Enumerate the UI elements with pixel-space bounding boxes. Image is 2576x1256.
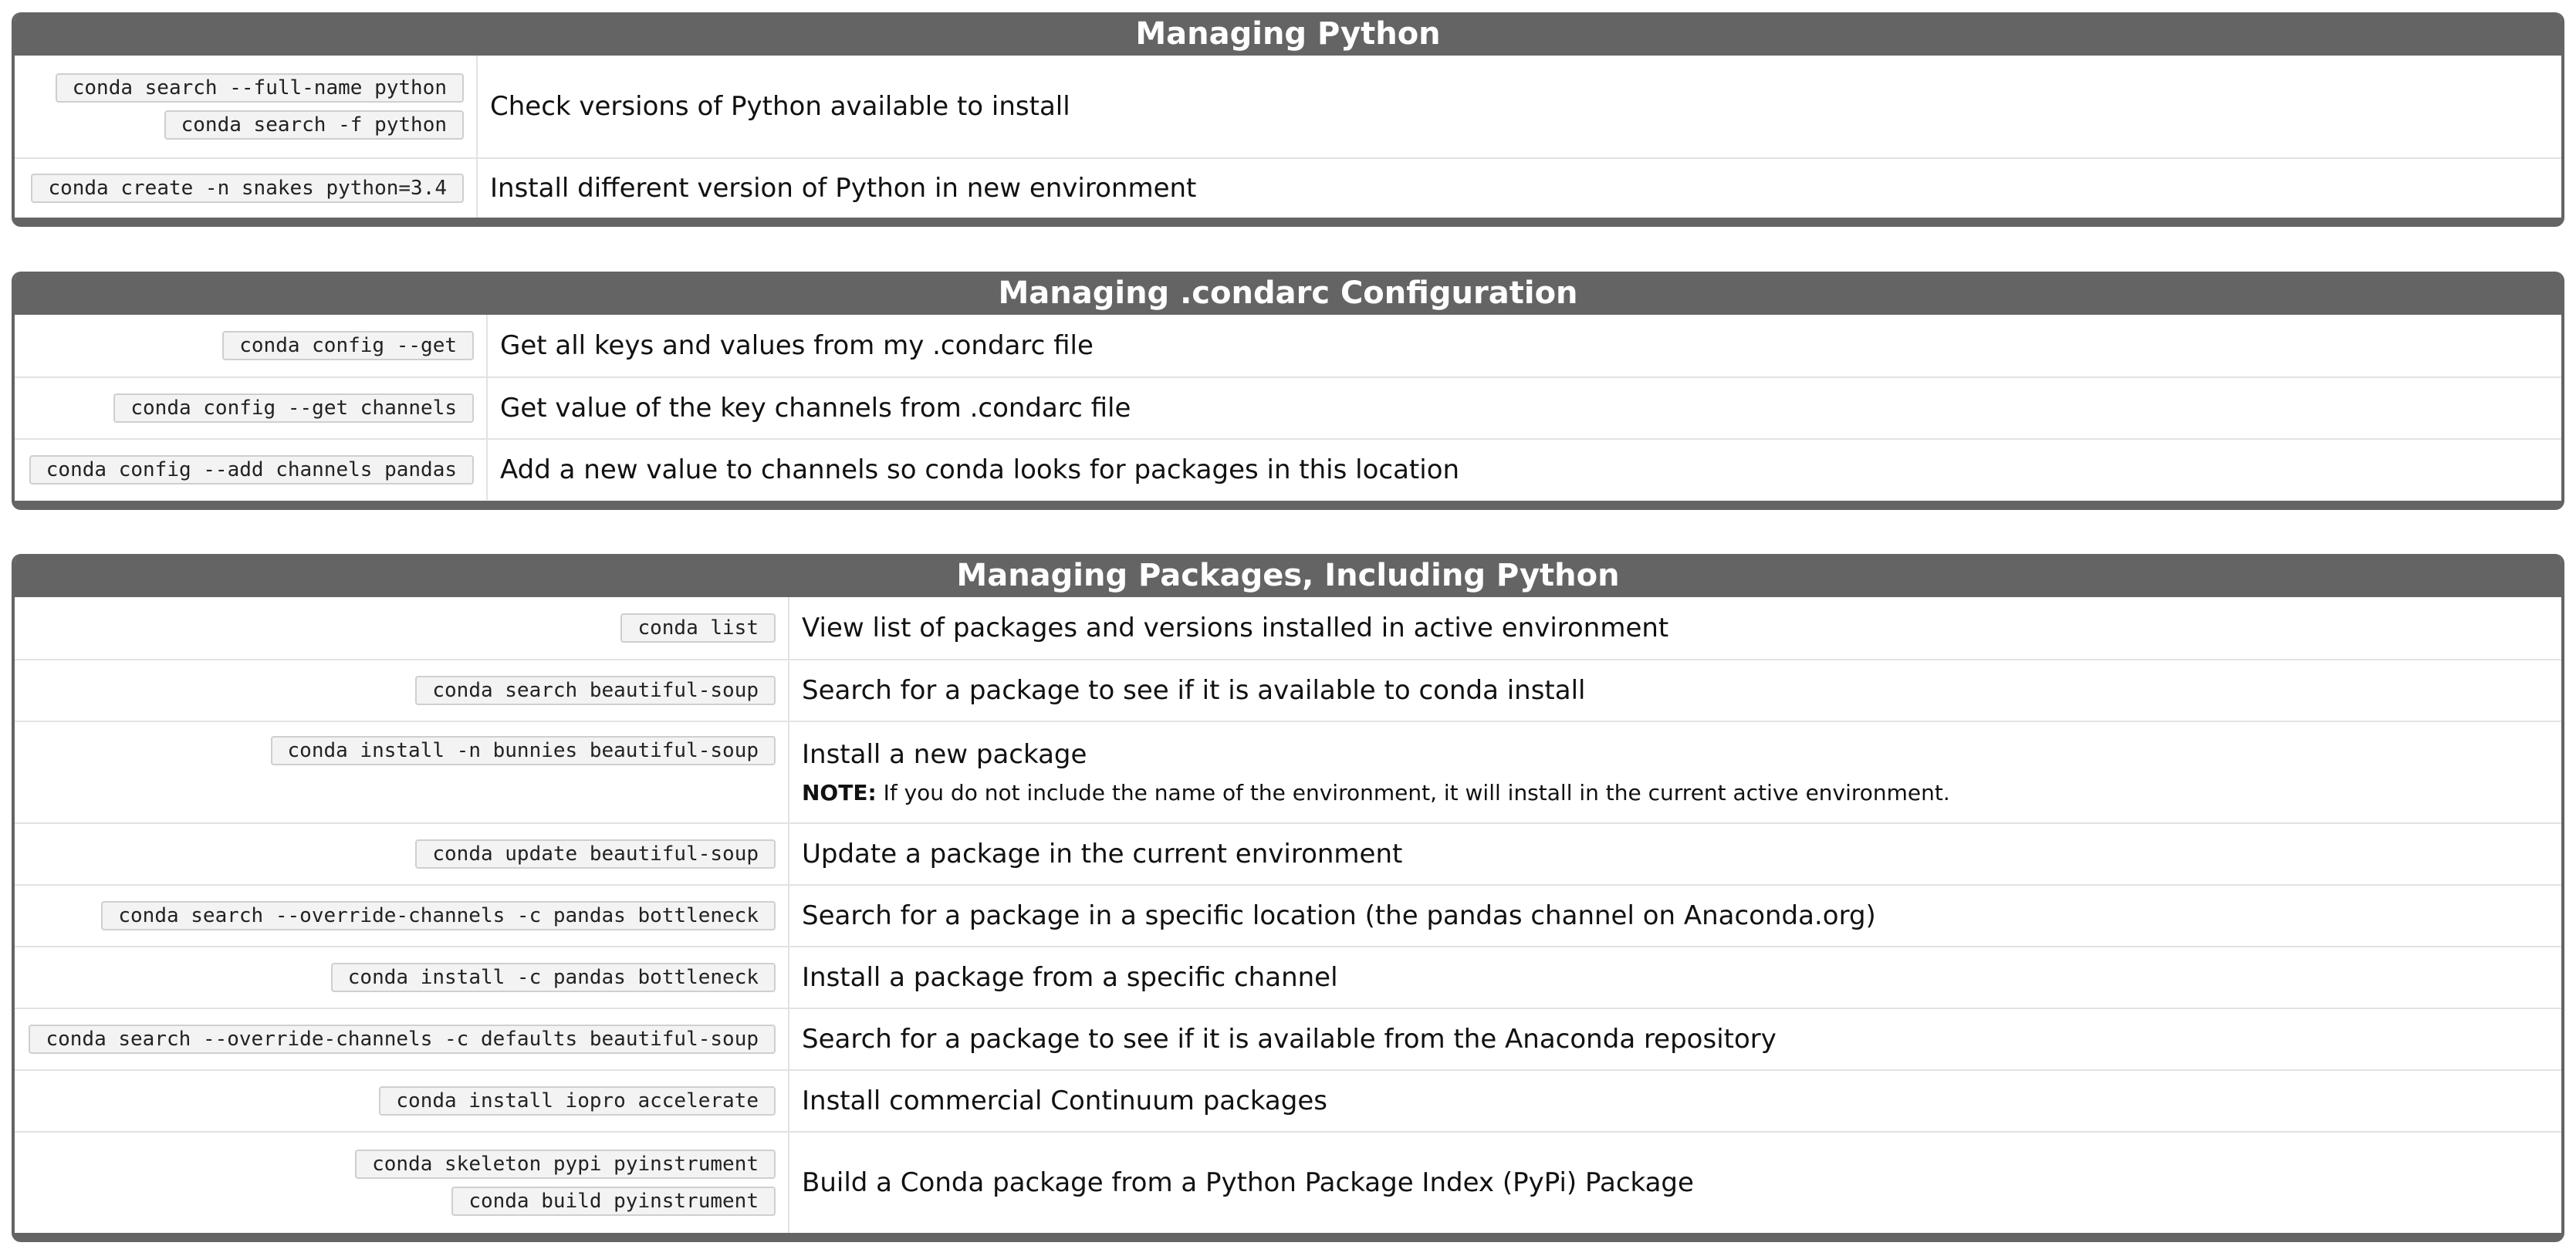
command-cell [15, 1009, 789, 1069]
command-cell [15, 886, 789, 946]
row-description: Update a package in the current environment [802, 839, 1403, 869]
command-code[interactable]: conda install iopro accelerate [379, 1086, 776, 1116]
table-row [15, 884, 2561, 946]
row-description: Search for a package to see if it is available to conda install [802, 675, 1586, 706]
table-row [15, 1008, 2561, 1069]
command-cell [15, 824, 789, 884]
command-code[interactable]: conda list [620, 613, 776, 643]
command-cell [15, 56, 478, 157]
command-cell [15, 1133, 789, 1233]
row-description: Get value of the key channels from .condarc file [500, 393, 1131, 424]
row-description: Install a package from a specific channel [802, 962, 1338, 993]
row-description: View list of packages and versions installed in active environment [802, 613, 1669, 643]
description-cell [789, 660, 2561, 721]
command-cell [15, 378, 488, 438]
description-cell [488, 378, 2561, 438]
row-note [802, 779, 2549, 807]
table-row [15, 822, 2561, 884]
row-description: Search for a package in a specific location (the pandas channel on Anaconda.org) [802, 900, 1876, 931]
command-cell [15, 440, 488, 500]
command-code[interactable]: conda search -f python [164, 110, 464, 140]
description-cell [488, 315, 2561, 376]
section-title: Managing .condarc Configuration [15, 272, 2561, 315]
table-row [15, 315, 2561, 376]
command-cell [15, 722, 789, 822]
description-cell [478, 159, 2561, 218]
row-description: Get all keys and values from my .condarc file [500, 330, 1094, 361]
row-description: Build a Conda package from a Python Package Index (PyPi) Package [802, 1167, 1694, 1198]
description-cell [478, 56, 2561, 157]
description-cell [789, 1009, 2561, 1069]
section-title: Managing Python [15, 12, 2561, 56]
table-row [15, 56, 2561, 157]
row-description: Install commercial Continuum packages [802, 1085, 1327, 1116]
command-cell [15, 660, 789, 721]
section-managing-python [12, 12, 2564, 227]
row-description: Check versions of Python available to install [490, 91, 1070, 122]
table-row [15, 946, 2561, 1008]
command-cell [15, 947, 789, 1008]
command-code[interactable]: conda search --override-channels -c defaults beautiful-soup [29, 1025, 776, 1054]
section-title: Managing Packages, Including Python [15, 554, 2561, 597]
command-code[interactable]: conda update beautiful-soup [415, 839, 776, 869]
command-code[interactable]: conda skeleton pypi pyinstrument [355, 1150, 776, 1179]
description-cell [789, 597, 2561, 659]
description-cell [789, 1133, 2561, 1233]
table-row [15, 659, 2561, 721]
command-code[interactable]: conda install -n bunnies beautiful-soup [271, 736, 776, 765]
command-cell [15, 315, 488, 376]
command-code[interactable]: conda search --full-name python [56, 73, 464, 103]
command-code[interactable]: conda build pyinstrument [451, 1187, 776, 1216]
command-code[interactable]: conda search --override-channels -c pandas bottleneck [101, 901, 776, 930]
command-code[interactable]: conda create -n snakes python=3.4 [31, 174, 464, 203]
description-cell [789, 722, 2561, 822]
table-row [15, 721, 2561, 822]
command-code[interactable]: conda install -c pandas bottleneck [331, 963, 776, 992]
description-cell [789, 947, 2561, 1008]
table-row [15, 438, 2561, 500]
command-cell [15, 1071, 789, 1131]
table-row [15, 1069, 2561, 1131]
command-code[interactable]: conda search beautiful-soup [415, 676, 776, 705]
command-cell [15, 597, 789, 659]
table-row [15, 1131, 2561, 1233]
table-row [15, 376, 2561, 438]
description-cell [789, 824, 2561, 884]
description-cell [789, 886, 2561, 946]
table-row [15, 597, 2561, 659]
command-code[interactable]: conda config --get [222, 331, 474, 360]
command-code[interactable]: conda config --get channels [113, 393, 474, 423]
description-cell [789, 1071, 2561, 1131]
row-description: Search for a package to see if it is available from the Anaconda repository [802, 1024, 1776, 1055]
note-text: If you do not include the name of the environment, it will install in the current active environment. [876, 780, 1950, 805]
table-row [15, 157, 2561, 218]
section-managing-condarc [12, 272, 2564, 510]
description-cell [488, 440, 2561, 500]
row-description: Add a new value to channels so conda looks for packages in this location [500, 454, 1460, 485]
row-description: Install a new package [802, 739, 1087, 770]
section-managing-packages [12, 554, 2564, 1242]
row-description: Install different version of Python in new environment [490, 173, 1197, 204]
command-cell [15, 159, 478, 218]
note-label: NOTE: [802, 780, 877, 805]
command-code[interactable]: conda config --add channels pandas [29, 455, 474, 485]
